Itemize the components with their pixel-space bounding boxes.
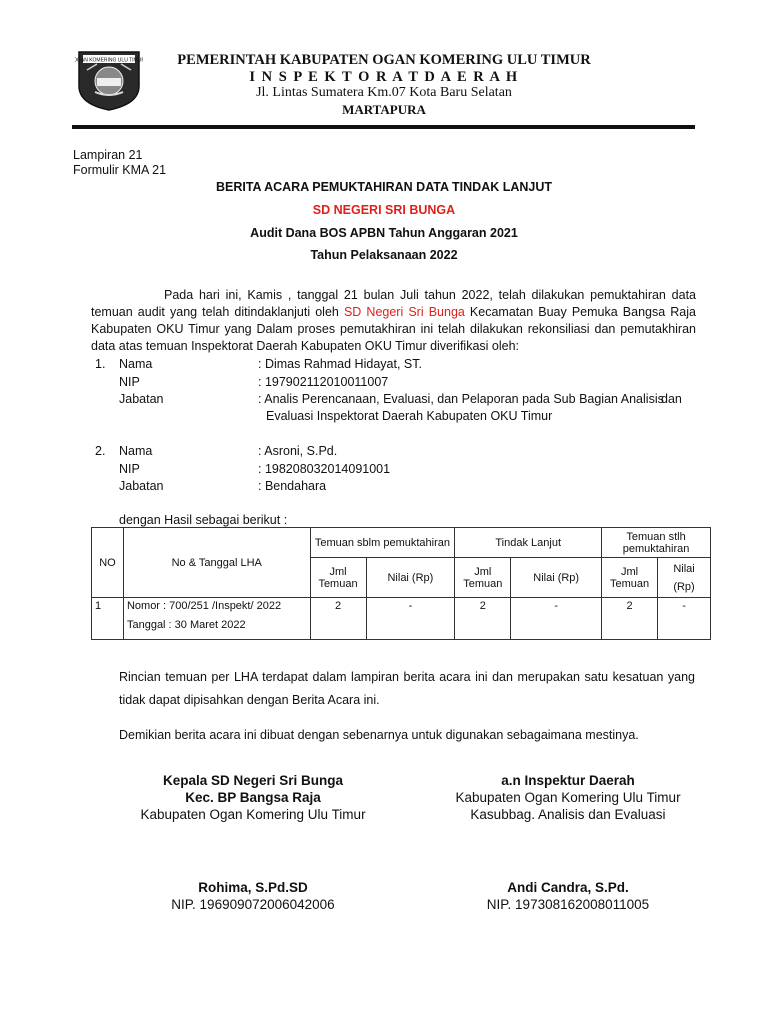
closing-statement: Demikian berita acara ini dibuat dengan sebenarnya untuk digunakan sebagaimana mestinya. — [119, 728, 639, 742]
header-lha: No & Tanggal LHA — [123, 528, 310, 598]
row-nilai-2: - — [511, 598, 602, 640]
sign-left-name: Rohima, S.Pd.SD — [198, 880, 308, 895]
sign-right-position: Kasubbag. Analisis dan Evaluasi — [470, 807, 666, 822]
sign-left-title: Kepala SD Negeri Sri Bunga — [162, 773, 344, 788]
person-2-name: : Asroni, S.Pd. — [258, 444, 338, 458]
row-jml-2: 2 — [455, 598, 511, 640]
header-nilai-2: Nilai (Rp) — [511, 558, 602, 598]
sign-left-regency: Kabupaten Ogan Komering Ulu Timur — [140, 807, 366, 822]
person-1-position-label: Jabatan — [119, 392, 164, 406]
letterhead-government: PEMERINTAH KABUPATEN OGAN KOMERING ULU TIMUR — [177, 52, 591, 68]
formulir-label: Formulir KMA 21 — [73, 163, 167, 177]
seal-text: OGAN KOMERING ULU TIMUR — [75, 57, 143, 64]
lampiran-label: Lampiran 21 — [73, 148, 143, 162]
header-no: NO — [92, 528, 124, 598]
school-name: SD NEGERI SRI BUNGA — [312, 203, 456, 217]
signature-right — [430, 772, 706, 913]
audit-subject: Audit Dana BOS APBN Tahun Anggaran 2021 — [250, 226, 518, 240]
header-before-update: Temuan sblm pemuktahiran — [310, 528, 455, 558]
rincian-paragraph: Rincian temuan per LHA terdapat dalam lampiran berita acara ini dan merupakan satu kesatuan yang tidak dapat dipisahkan dengan Berita Acara ini. — [119, 670, 695, 707]
letterhead-rule — [72, 125, 695, 129]
results-table — [91, 527, 711, 640]
person-2-position: : Bendahara — [258, 479, 327, 493]
opening-paragraph: Pada hari ini, Kamis , tanggal 21 bulan Juli tahun 2022, telah dilakukan pemuktahiran data temuan audit yang telah ditindaklanjuti oleh SD Negeri Sri Bunga Kecamatan Buay Pemuka Bangsa Raja Kabupaten OKU Timur yang Dalam proses pemutakhiran ini telah dilakukan rekonsiliasi dan pemutakhiran data atas temuan Inspektorat Daerah Kabupaten OKU Timur diverifikasi oleh: — [91, 288, 696, 353]
implementation-year: Tahun Pelaksanaan 2022 — [310, 248, 458, 262]
row-lha — [123, 598, 310, 640]
person-1-position: : Analis Perencanaan, Evaluasi, dan Pelaporan pada Sub Bagian Analisis — [258, 392, 664, 406]
sign-right-nip: NIP. 197308162008011005 — [486, 897, 650, 912]
header-jml-1: Jml Temuan — [310, 558, 366, 598]
person-1-name: : Dimas Rahmad Hidayat, ST. — [258, 357, 422, 371]
person-2-position-label: Jabatan — [119, 479, 164, 493]
school-name-inline: SD Negeri Sri Bunga — [343, 305, 465, 319]
signature-left — [110, 772, 396, 913]
row-jml-1: 2 — [310, 598, 366, 640]
person-1-position-dan: dan — [661, 392, 682, 406]
row-lha-number: Nomor : 700/251 /Inspekt/ 2022 — [126, 600, 282, 612]
table-row — [92, 598, 711, 640]
row-nilai-3: - — [658, 598, 711, 640]
header-nilai-3: Nilai (Rp) — [658, 558, 711, 598]
header-jml-3: Jml Temuan — [602, 558, 658, 598]
row-lha-date: Tanggal : 30 Maret 2022 — [126, 619, 246, 631]
sign-left-nip: NIP. 196909072006042006 — [171, 897, 335, 912]
person-2-nip: : 198208032014091001 — [258, 462, 391, 476]
letterhead-inspectorate: I N S P E K T O R A T D A E R A H — [249, 69, 519, 85]
row-no: 1 — [92, 598, 124, 640]
header-follow-up: Tindak Lanjut — [455, 528, 602, 558]
sign-right-name: Andi Candra, S.Pd. — [507, 880, 629, 895]
person-2-nip-label: NIP — [119, 462, 140, 476]
person-1-number: 1. — [95, 357, 106, 371]
person-1-name-label: Nama — [119, 357, 153, 371]
person-1-position-cont: Evaluasi Inspektorat Daerah Kabupaten OKU Timur — [266, 409, 553, 423]
letterhead-address: Jl. Lintas Sumatera Km.07 Kota Baru Selatan — [256, 85, 512, 100]
table-intro: dengan Hasil sebagai berikut : — [119, 513, 288, 527]
person-2-number: 2. — [95, 444, 106, 458]
person-1-nip-label: NIP — [119, 375, 140, 389]
header-after-update: Temuan stlh pemuktahiran — [602, 528, 711, 558]
person-2-name-label: Nama — [119, 444, 153, 458]
document-title: BERITA ACARA PEMUKTAHIRAN DATA TINDAK LANJUT — [215, 180, 553, 194]
sign-right-title: a.n Inspektur Daerah — [501, 773, 635, 788]
header-nilai-1: Nilai (Rp) — [366, 558, 455, 598]
row-nilai-1: - — [366, 598, 455, 640]
header-jml-2: Jml Temuan — [455, 558, 511, 598]
row-jml-3: 2 — [602, 598, 658, 640]
sign-right-regency: Kabupaten Ogan Komering Ulu Timur — [455, 790, 681, 805]
sign-left-district: Kec. BP Bangsa Raja — [185, 790, 321, 805]
person-1-nip: : 197902112010011007 — [258, 375, 389, 389]
letterhead-city: MARTAPURA — [342, 102, 426, 117]
